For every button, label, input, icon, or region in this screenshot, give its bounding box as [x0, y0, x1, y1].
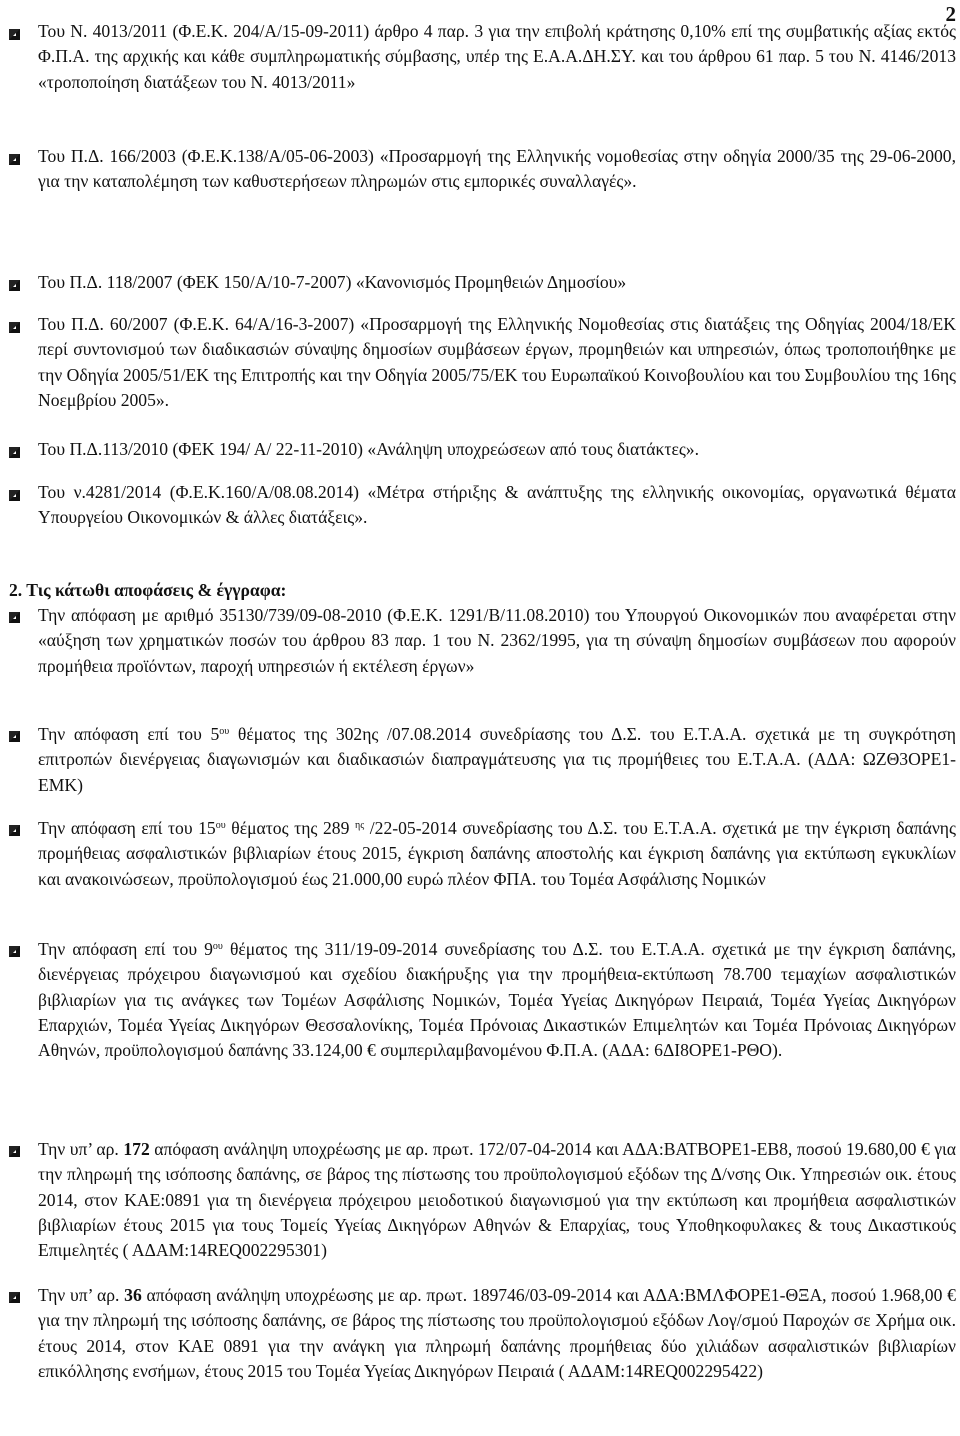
- list-item: Του Ν. 4013/2011 (Φ.Ε.Κ. 204/Α/15-09-2011) άρθρο 4 παρ. 3 για την επιβολή κράτησης 0,10% επί της συμβατικής αξίας εκτός Φ.Π.Α. της αρχικής και κάθε συμπληρωματικής σύμβασης, υπέρ της Ε.Α.Α.ΔΗ.ΣΥ. και του άρθρου 61 παρ. 5 του Ν. 4146/2013 «τροποποίηση διατάξεων του Ν. 4013/2011»: [38, 21, 956, 92]
- bullet-icon: [9, 825, 20, 836]
- list-item: Την υπ’ αρ. 172 απόφαση ανάληψη υποχρέωσης με αρ. πρωτ. 172/07-04-2014 και ΑΔΑ:ΒΑΤΒΟΡΕ1-ΕΒ8, ποσού 19.680,00 € για την πληρωμή της ισόποσης δαπάνης, σε βάρος της πίστωσης του προϋπολογισμού εξόδων της Δ/νσης Οικ. Υπηρεσιών οικ. έτους 2014, στον ΚΑΕ:0891 για τη διενέργεια πρόχειρου μειοδοτικού διαγωνισμού για την εκτύπωση και προμήθεια ασφαλιστικών βιβλιαρίων έτους 2015 για τους Τομείς Υγείας Δικηγόρων Αθηνών & Επαρχίας, τους Υποθηκοφυλακες & τους Δικαστικούς Επιμελητές ( ΑΔΑΜ:14REQ002295301): [38, 1139, 956, 1261]
- bullet-icon: [9, 1292, 20, 1303]
- list-item: Την απόφαση επί του $9^{o\upsilon}$ θέματος της 311/19-09-2014 συνεδρίασης του Δ.Σ. του Ε.Τ.Α.Α. σχετικά με την έγκριση δαπάνης, διενέργειας πρόχειρου διαγωνισμού και σχεδίου διακήρυξης για την προμήθεια-εκτύπωση 78.700 τεμαχίων ασφαλιστικών βιβλιαρίων για τις ανάγκες των Τομέων Ασφάλισης Νομικών, Τομέα Υγείας Δικηγόρων Πειραιά, Τομέα Υγείας Δικηγόρων Επαρχιών, Τομέα Υγείας Δικηγόρων Θεσσαλονίκης, Τομέα Πρόνοιας Δικαστικών Επιμελητών και Τομέα Πρόνοιας Δικηγόρων Αθηνών, προϋπολογισμού δαπάνης 33.124,00 € συμπεριλαμβανομένου Φ.Π.Α. (ΑΔΑ: 6ΔΙ8ΟΡΕ1-ΡΘΟ).: [38, 939, 956, 1061]
- bullet-icon: [9, 447, 20, 458]
- list-item: Του Π.Δ. 60/2007 (Φ.Ε.Κ. 64/Α/16-3-2007) «Προσαρμογή της Ελληνικής Νομοθεσίας στις διατάξεις της Οδηγίας 2004/18/ΕΚ περί συντονισμού των διαδικασιών σύναψης δημοσίων συμβάσεων έργων, προμηθειών και υπηρεσιών, όπως τροποποιήθηκε με την Οδηγία 2005/51/ΕΚ της Επιτροπής και την Οδηγία 2005/75/ΕΚ του Ευρωπαϊκού Κοινοβουλίου και του Συμβουλίου της 16ης Νοεμβρίου 2005».: [38, 314, 956, 410]
- bullet-icon: [9, 490, 20, 501]
- list-item: Την απόφαση επί του $15^{o\upsilon}$ θέματος της 289 $^{\eta\varsigma}$ /22-05-2014 συνεδρίασης του Δ.Σ. του Ε.Τ.Α.Α. σχετικά με την έγκριση δαπάνης προμήθειας ασφαλιστικών βιβλιαρίων έτους 2015, έγκριση δαπάνης αποστολής και έγκριση δαπάνης για εκτύπωση εγκυκλίων και ανακοινώσεων, προϋπολογισμού έως 21.000,00 ευρώ πλέον ΦΠΑ. του Τομέα Ασφάλισης Νομικών: [38, 818, 956, 889]
- list-item: Του Π.Δ.113/2010 (ΦΕΚ 194/ Α/ 22-11-2010) «Ανάληψη υποχρεώσεων από τους διατάκτες».: [38, 439, 700, 459]
- bullet-icon: [9, 946, 20, 957]
- bullet-icon: [9, 731, 20, 742]
- bullet-icon: [9, 612, 20, 623]
- bullet-icon: [9, 154, 20, 165]
- list-item: Την υπ’ αρ. 36 απόφαση ανάληψη υποχρέωσης με αρ. πρωτ. 189746/03-09-2014 και ΑΔΑ:ΒΜΛΦΟΡΕ1-ΘΞΑ, ποσού 1.968,00 € για την πληρωμή της ισόποσης δαπάνης, σε βάρος της πίστωσης του προϋπολογισμού εξόδων Λογ/σμού Παροχών σε Χρήμα οικ. έτους 2014, στον ΚΑΕ 0891 για την ανάγκη για πληρωμή δαπάνης προμήθειας δύο χιλιάδων ασφαλιστικών βιβλιαρίων επικόλλησης ενσήμων, έτους 2015 του Τομέα Υγείας Δικηγόρων Πειραιά ( ΑΔΑΜ:14REQ002295422): [38, 1285, 956, 1381]
- list-item: Την απόφαση επί του $5^{o\upsilon}$ θέματος της 302ης /07.08.2014 συνεδρίασης του Δ.Σ. του Ε.Τ.Α.Α. σχετικά με τη συγκρότηση επιτροπών διενέργειας διαγωνισμών και διαδικασιών διαπραγμάτευσης για τις προμήθειες του Ε.Τ.Α.Α. (ΑΔΑ: ΩΖΘ3ΟΡΕ1-ΕΜΚ): [38, 724, 956, 795]
- list-item: Την απόφαση με αριθμό 35130/739/09-08-2010 (Φ.Ε.Κ. 1291/Β/11.08.2010) του Υπουργού Οικονομικών που αναφέρεται στην «αύξηση των χρηματικών ποσών του άρθρου 83 παρ. 1 του Ν. 2362/1995, για τη σύναψη δημοσίων συμβάσεων που αφορούν προμήθεια προϊόντων, παροχή υπηρεσιών ή εκτέλεση έργων»: [38, 605, 956, 676]
- page-number: 2: [945, 2, 956, 26]
- bullet-icon: [9, 1146, 20, 1157]
- bullet-icon: [9, 280, 20, 291]
- list-item: Του Π.Δ. 166/2003 (Φ.Ε.Κ.138/Α/05-06-2003) «Προσαρμογή της Ελληνικής νομοθεσίας στην οδηγία 2000/35 της 29-06-2000, για την καταπολέμηση των καθυστερήσεων πληρωμών στις εμπορικές συναλλαγές».: [38, 146, 956, 192]
- section-heading: 2. Τις κάτωθι αποφάσεις & έγγραφα:: [9, 580, 287, 600]
- bullet-icon: [9, 322, 20, 333]
- list-item: Του ν.4281/2014 (Φ.Ε.Κ.160/Α/08.08.2014) «Μέτρα στήριξης & ανάπτυξης της ελληνικής οικονομίας, οργανωτικά θέματα Υπουργείου Οικονομικών & άλλες διατάξεις».: [38, 482, 956, 528]
- bullet-icon: [9, 29, 20, 40]
- list-item: Του Π.Δ. 118/2007 (ΦΕΚ 150/Α/10-7-2007) «Κανονισμός Προμηθειών Δημοσίου»: [38, 272, 627, 292]
